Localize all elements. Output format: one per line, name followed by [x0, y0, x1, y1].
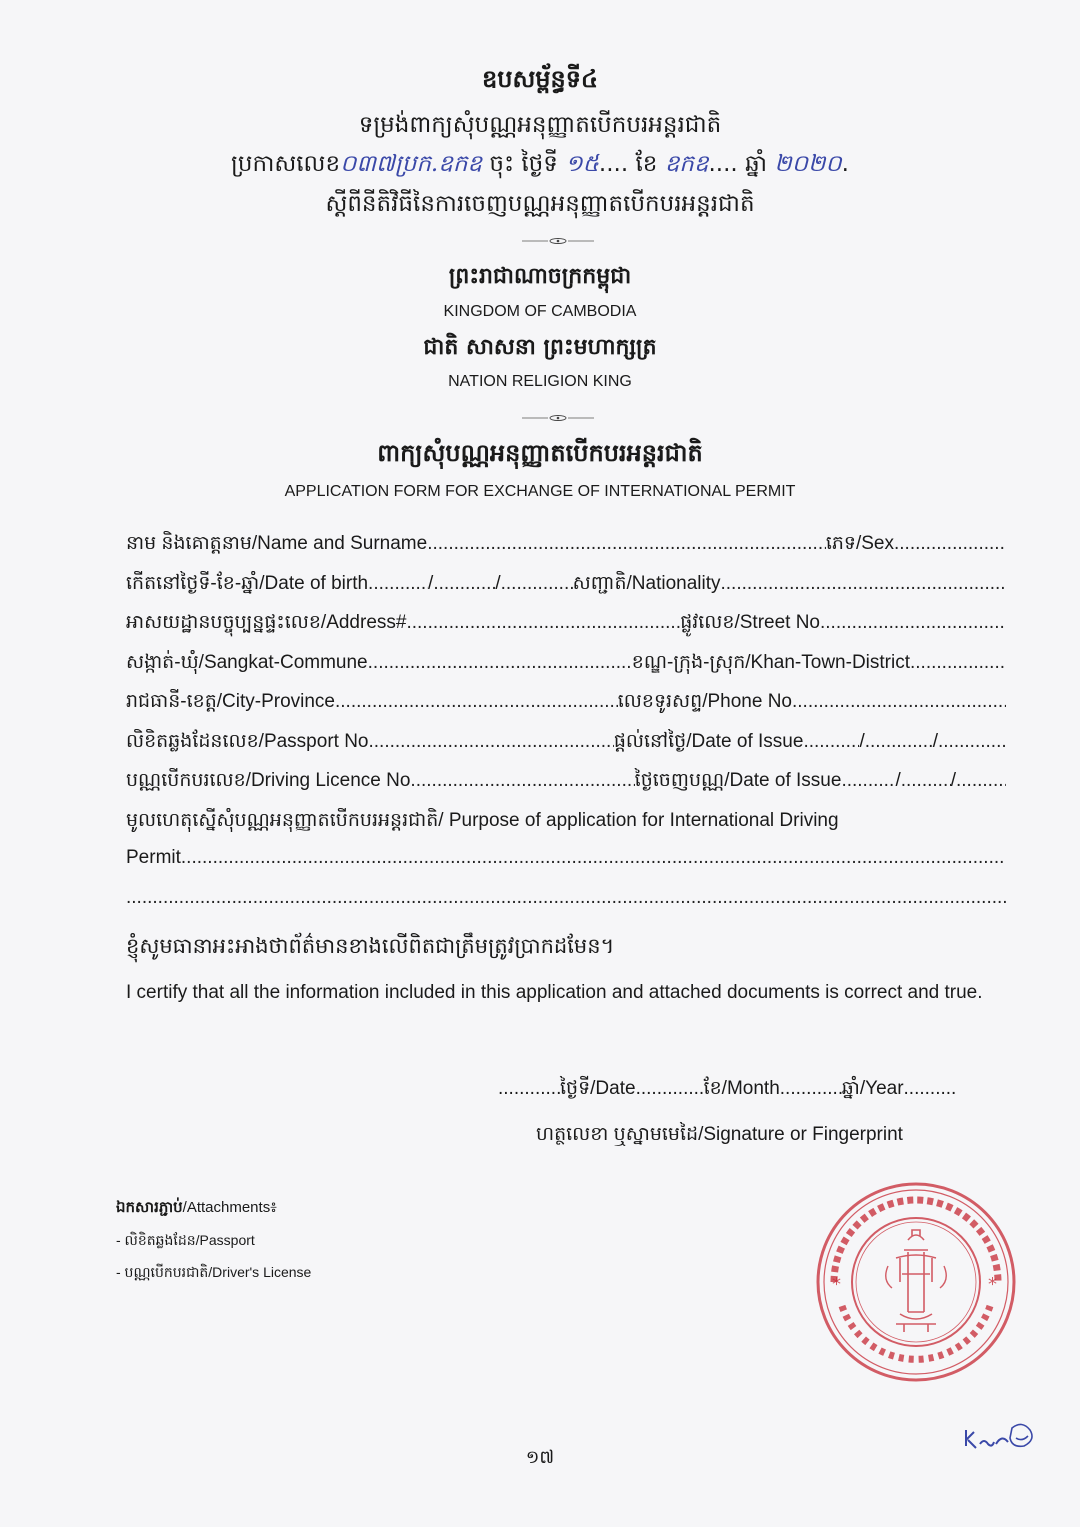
- date-separator: /: [895, 770, 901, 791]
- city-label: រាជធានី-ខេត្ត/City-Province: [126, 691, 335, 712]
- prakas-year-label: ឆ្នាំ: [745, 151, 767, 177]
- certification-khmer: ខ្ញុំសូមធានាអះអាងថាព័ត៌មានខាងលើពិតជាត្រឹមត្រូវប្រាកដមែន។: [126, 934, 615, 958]
- sign-month-field[interactable]: [636, 1078, 704, 1100]
- nationality-field[interactable]: [721, 573, 1007, 595]
- phone-label: លេខទូរសព្ទ/Phone No: [617, 691, 792, 712]
- prakas-number-handwritten: ០៣៧ប្រក: [340, 151, 431, 177]
- prakas-day-handwritten: ១៥: [565, 151, 599, 177]
- commune-row: [126, 650, 1006, 690]
- date-separator: /: [859, 730, 865, 752]
- sign-day-field[interactable]: [498, 1078, 560, 1100]
- prakas-label: ប្រកាសលេខ: [231, 151, 341, 177]
- purpose-field-continued[interactable]: [126, 887, 1006, 909]
- phone-field[interactable]: [792, 691, 1006, 713]
- form-title-english: APPLICATION FORM FOR EXCHANGE OF INTERNATIONAL PERMIT: [284, 483, 796, 500]
- licence-issue-month-field[interactable]: [901, 770, 951, 792]
- sign-month-label: ខែ/Month: [703, 1078, 780, 1099]
- attachments-heading-english: /Attachments៖: [182, 1199, 277, 1216]
- header-line-3: ស្ដីពីនីតិវិធីនៃការចេញបណ្ណអនុញ្ញាតបើកបរអន្តរជាតិ: [325, 191, 755, 217]
- passport-issue-label: ផ្ដល់នៅថ្ងៃ/Date of Issue: [613, 730, 804, 752]
- purpose-row: [126, 808, 1006, 848]
- kingdom-english: KINGDOM OF CAMBODIA: [443, 303, 637, 320]
- sex-label: ភេទ/Sex: [825, 533, 894, 554]
- licence-issue-year-field[interactable]: [956, 770, 1006, 792]
- svg-text:*: *: [832, 1274, 841, 1295]
- purpose-continuation-row: [126, 887, 1006, 927]
- date-separator: /: [495, 572, 501, 594]
- attachment-item: - លិខិតឆ្លងដែន/Passport: [116, 1232, 255, 1248]
- licence-issue-day-field[interactable]: [841, 770, 895, 792]
- licence-issue-label: ថ្ងៃចេញបណ្ណ/Date of Issue: [634, 770, 842, 791]
- dob-year-field[interactable]: [501, 573, 573, 595]
- city-row: [126, 689, 1006, 729]
- prakas-suffix-handwritten: .ឧកឧ: [430, 151, 483, 177]
- attachments: [116, 1198, 311, 1284]
- sangkat-field[interactable]: [368, 652, 632, 674]
- passport-field[interactable]: [369, 731, 614, 753]
- passport-row: [126, 729, 1006, 769]
- certification: [126, 933, 1006, 1012]
- nationality-label: សញ្ជាតិ/Nationality: [572, 572, 721, 594]
- passport-label: លិខិតឆ្លងដែនលេខ/Passport No: [126, 730, 369, 752]
- date-separator: /: [950, 770, 956, 791]
- passport-issue-year-field[interactable]: [938, 731, 1006, 753]
- date-separator: /: [428, 572, 434, 594]
- attachments-heading-khmer: ឯកសារភ្ជាប់: [116, 1198, 183, 1216]
- khan-label: ខណ្ឌ-ក្រុង-ស្រុក/Khan-Town-District: [631, 651, 910, 673]
- dob-label: កើតនៅថ្ងៃទី-ខែ-ឆ្នាំ/Date of birth: [126, 572, 369, 594]
- attachment-item: - បណ្ណបើកបរជាតិ/Driver's License: [116, 1264, 312, 1280]
- divider-ornament: [522, 236, 594, 246]
- permit-row: [126, 847, 1006, 887]
- purpose-field[interactable]: [181, 847, 1006, 869]
- sex-field[interactable]: [894, 533, 1006, 555]
- sign-year-value-field[interactable]: [904, 1078, 956, 1100]
- official-seal-stamp: [812, 1178, 1020, 1386]
- annex-title: ឧបសម្ព័ន្ធទី៤: [481, 65, 598, 93]
- sign-day-label: ថ្ងៃទី/Date: [560, 1078, 636, 1099]
- header-line-2: ប្រកាសលេខ០៣៧ប្រក.ឧកឧ ចុះ ថ្ងៃទី ១៥.... ខែ ឧកឧ.... ឆ្នាំ ២០២០.: [231, 151, 849, 177]
- motto-khmer: ជាតិ សាសនា ព្រះមហាក្សត្រ: [423, 335, 657, 360]
- header-line-1: ទម្រង់ពាក្យសុំបណ្ណអនុញ្ញាតបើកបរអន្តរជាតិ: [358, 112, 722, 138]
- signature-label: ហត្ថលេខា ឬស្នាមមេដៃ/Signature or Fingerprint: [536, 1124, 903, 1145]
- street-label: ផ្លូវលេខ/Street No: [680, 612, 820, 633]
- address-field[interactable]: [406, 612, 680, 634]
- purpose-label: មូលហេតុស្នើសុំបណ្ណអនុញ្ញាតបើកបរអន្តរជាតិ/ Purpose of application for International Driving: [126, 809, 839, 831]
- name-row: [126, 531, 1006, 571]
- sign-year-label: ឆ្នាំ/Year: [841, 1078, 904, 1099]
- licence-label: បណ្ណបើកបរលេខ/Driving Licence No: [126, 770, 411, 791]
- prakas-month-handwritten: ឧកឧ: [664, 151, 709, 177]
- form-title-khmer: ពាក្យសុំបណ្ណអនុញ្ញាតបើកបរអន្តរជាតិ: [377, 439, 703, 467]
- date-separator: /: [932, 730, 938, 752]
- motto-english: NATION RELIGION KING: [448, 373, 632, 390]
- application-fields: [126, 531, 1006, 926]
- sangkat-label: សង្កាត់-ឃុំ/Sangkat-Commune: [126, 651, 368, 673]
- svg-text:*: *: [988, 1274, 997, 1295]
- prakas-year-handwritten: ២០២០: [774, 151, 842, 177]
- signing-date-line: [498, 1076, 1028, 1104]
- dob-day-field[interactable]: [368, 573, 428, 595]
- street-field[interactable]: [820, 612, 1006, 634]
- dob-month-field[interactable]: [433, 573, 495, 595]
- licence-field[interactable]: [410, 770, 634, 792]
- divider-ornament: [522, 413, 594, 423]
- name-label: នាម និងគោត្តនាម/Name and Surname: [126, 533, 428, 554]
- kingdom-khmer: ព្រះរាជាណាចក្រកម្ពុជា: [448, 264, 632, 289]
- prakas-month-label: ខែ: [635, 151, 658, 177]
- name-field[interactable]: [427, 533, 826, 555]
- passport-issue-day-field[interactable]: [803, 731, 859, 753]
- address-row: [126, 610, 1006, 650]
- city-field[interactable]: [335, 691, 618, 713]
- dob-row: [126, 571, 1006, 611]
- licence-row: [126, 768, 1006, 808]
- attachments-heading: [116, 1198, 311, 1220]
- prakas-date-label: ចុះ ថ្ងៃទី: [489, 151, 558, 177]
- permit-label: Permit: [126, 847, 181, 868]
- handwritten-initials: [960, 1418, 1040, 1454]
- khan-field[interactable]: [910, 652, 1006, 674]
- address-label: អាសយដ្ឋានបច្ចុប្បន្នផ្ទះលេខ/Address#: [126, 612, 407, 633]
- page-number: ១៧: [525, 1447, 555, 1468]
- passport-issue-month-field[interactable]: [865, 731, 933, 753]
- sign-year-field[interactable]: [780, 1078, 842, 1100]
- certification-english: I certify that all the information included in this application and attached documents is correct and true.: [126, 982, 983, 1003]
